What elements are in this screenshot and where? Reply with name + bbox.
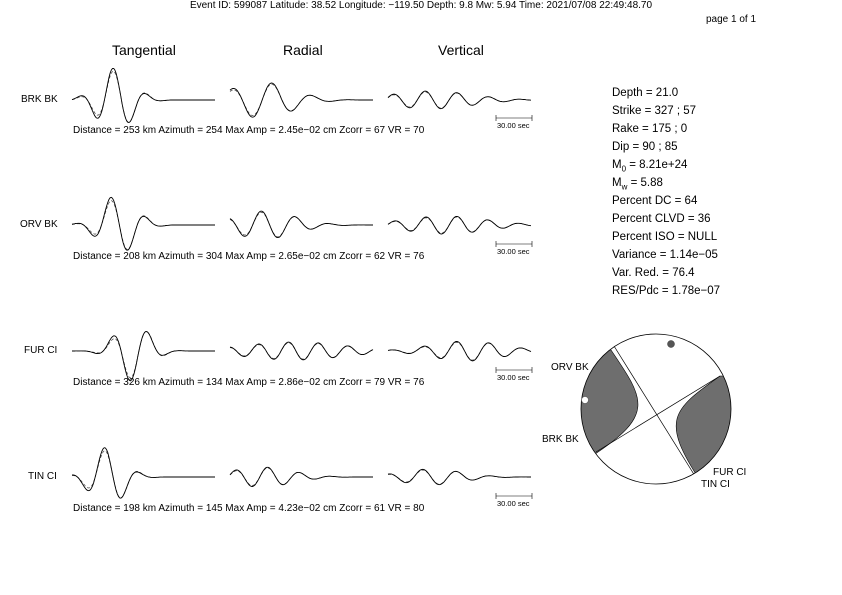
station-label-fur: FUR CI [24, 345, 58, 356]
station-dot-brk [582, 397, 589, 404]
mw-subscript: w [621, 182, 628, 192]
param-m0 [612, 159, 687, 173]
column-header-vertical: Vertical [438, 42, 484, 58]
beachball-label-orv: ORV BK [551, 362, 589, 373]
observed-trace-r1-c1 [230, 211, 373, 238]
beachball-label-tin: TIN CI [701, 479, 730, 490]
synthetic-trace-r0-c0 [72, 71, 215, 122]
station-info-fur: Distance = 326 km Azimuth = 134 Max Amp = 2.86e−02 cm Zcorr = 79 VR = 76 [73, 377, 425, 388]
observed-trace-r3-c0 [72, 448, 215, 498]
param-iso: Percent ISO = NULL [612, 231, 718, 243]
station-label-tin: TIN CI [28, 471, 57, 482]
scale-bar-4 [496, 493, 532, 499]
param-strike: Strike = 327 ; 57 [612, 105, 697, 117]
column-header-radial: Radial [283, 42, 323, 58]
station-label-orv: ORV BK [20, 219, 58, 230]
scale-bar-2 [496, 241, 532, 247]
station-label-brk: BRK BK [21, 94, 58, 105]
observed-trace-r0-c0 [72, 68, 215, 122]
observed-trace-r2-c0 [72, 332, 215, 381]
station-dot-orv [668, 341, 675, 348]
beachball [570, 334, 740, 484]
observed-trace-r0-c1 [230, 83, 373, 117]
observed-trace-r1-c2 [388, 216, 531, 234]
param-depth: Depth = 21.0 [612, 87, 679, 99]
column-header-tangential: Tangential [112, 42, 176, 58]
station-info-tin: Distance = 198 km Azimuth = 145 Max Amp = 4.23e−02 cm Zcorr = 61 VR = 80 [73, 503, 425, 514]
observed-trace-r3-c2 [388, 469, 531, 484]
observed-trace-r2-c2 [388, 341, 531, 361]
m0-subscript: 0 [621, 164, 627, 174]
param-variance: Variance = 1.14e−05 [612, 249, 718, 261]
scale-label-4: 30.00 sec [497, 499, 530, 508]
observed-trace-r1-c0 [72, 197, 215, 250]
beachball-label-brk: BRK BK [542, 434, 579, 445]
param-dc: Percent DC = 64 [612, 195, 698, 207]
scale-label-2: 30.00 sec [497, 247, 530, 256]
station-info-brk: Distance = 253 km Azimuth = 254 Max Amp = 2.45e−02 cm Zcorr = 67 VR = 70 [73, 125, 425, 136]
scale-label-1: 30.00 sec [497, 121, 530, 130]
beachball-label-fur: FUR CI [713, 467, 747, 478]
synthetic-trace-r1-c1 [230, 212, 373, 237]
event-title: Event ID: 599087 Latitude: 38.52 Longitude: −119.50 Depth: 9.8 Mw: 5.94 Time: 2021/07/08 22:49:48.70 [189, 0, 653, 11]
scale-bar-1 [496, 115, 532, 121]
param-dip: Dip = 90 ; 85 [612, 141, 678, 153]
waveform-traces [72, 68, 531, 498]
page-indicator: page 1 of 1 [706, 14, 757, 25]
scale-label-3: 30.00 sec [497, 373, 530, 382]
station-info-orv: Distance = 208 km Azimuth = 304 Max Amp = 2.65e−02 cm Zcorr = 62 VR = 76 [73, 251, 425, 262]
scale-bars [496, 115, 532, 499]
observed-trace-r2-c1 [230, 342, 373, 360]
m0-value: = 8.21e+24 [626, 159, 688, 171]
scale-bar-3 [496, 367, 532, 373]
param-mw [612, 177, 663, 191]
mw-symbol: M [612, 177, 622, 189]
observed-trace-r3-c1 [230, 467, 373, 486]
observed-trace-r0-c2 [388, 91, 531, 109]
mw-value: = 5.88 [627, 177, 663, 189]
synthetic-trace-r2-c2 [388, 342, 531, 360]
param-clvd: Percent CLVD = 36 [612, 213, 711, 225]
synthetic-trace-r2-c0 [72, 331, 215, 378]
m0-symbol: M [612, 159, 622, 171]
param-rake: Rake = 175 ; 0 [612, 123, 688, 135]
param-res-pdc: RES/Pdc = 1.78e−07 [612, 285, 721, 297]
param-var-red: Var. Red. = 76.4 [612, 267, 695, 279]
